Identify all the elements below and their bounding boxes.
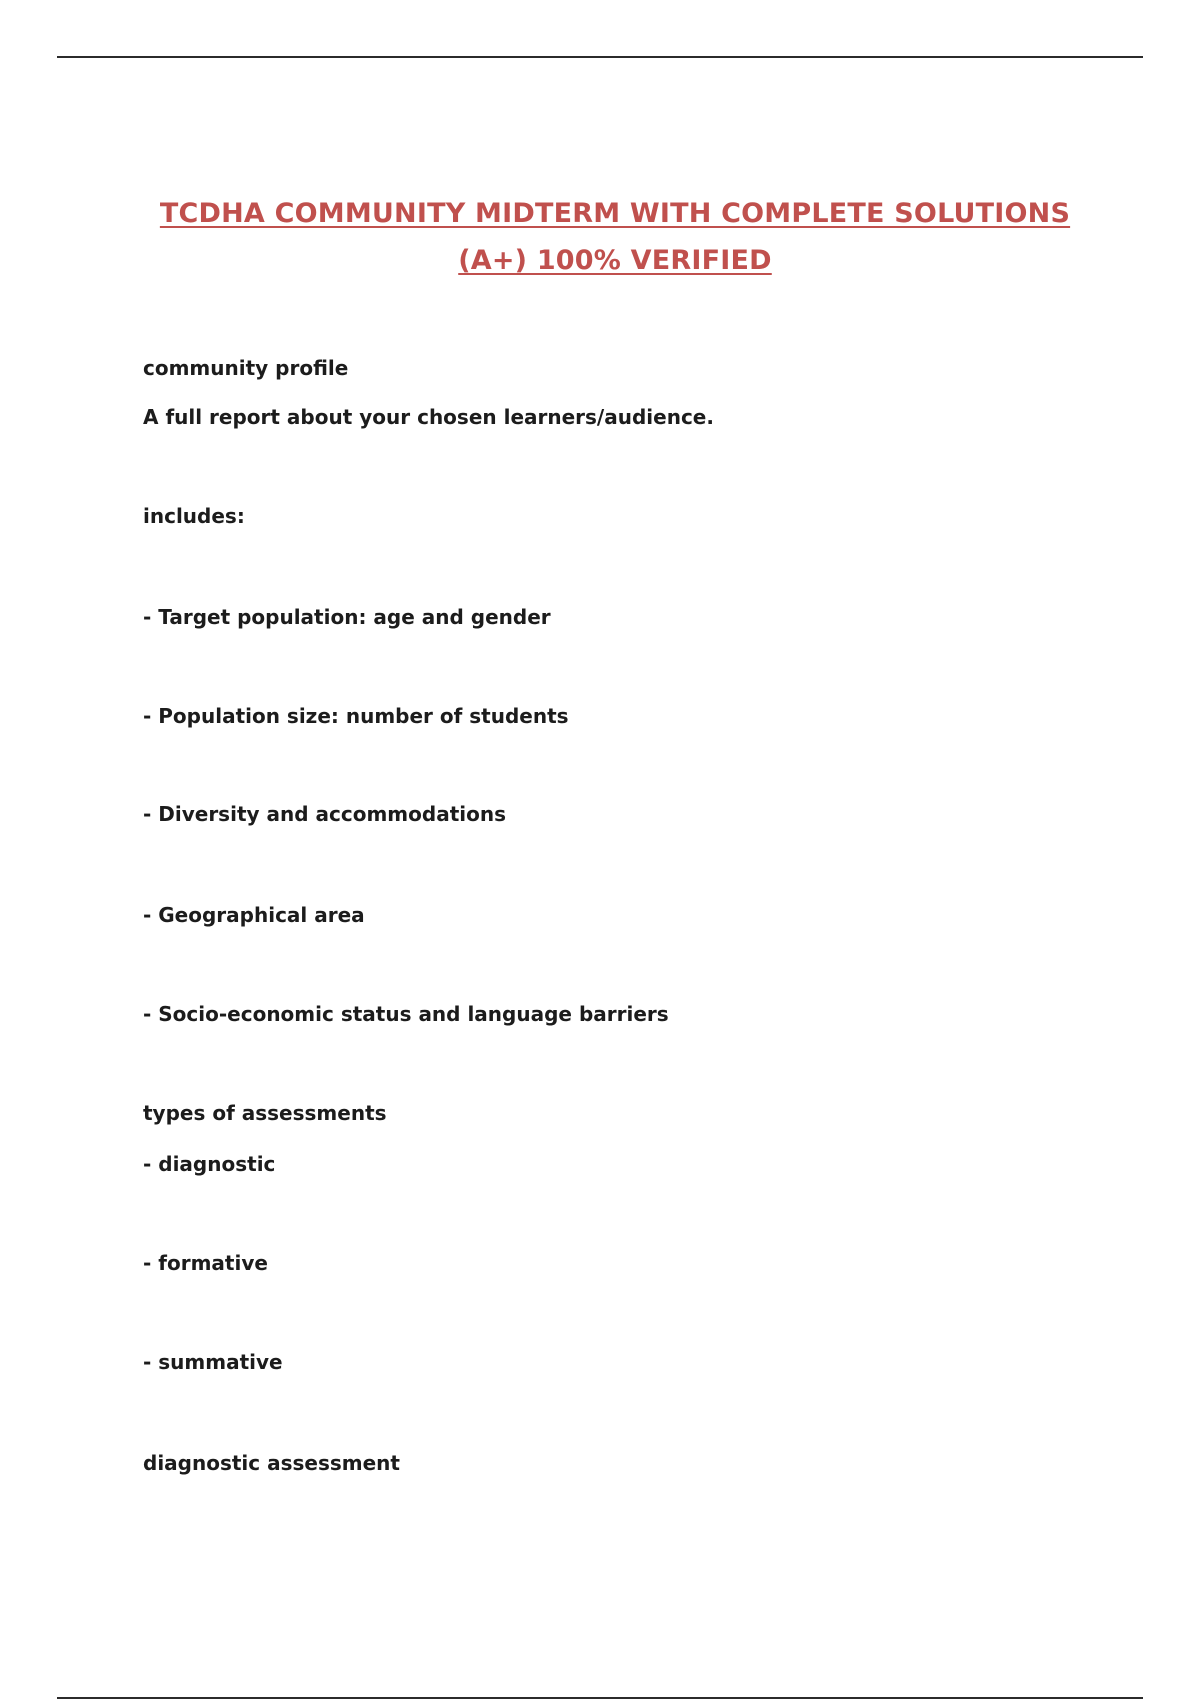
- list-item: - Diversity and accommodations: [143, 802, 506, 826]
- heading-community-profile: community profile: [143, 356, 349, 380]
- heading-diagnostic-assessment: diagnostic assessment: [143, 1451, 400, 1475]
- list-item: - diagnostic: [143, 1152, 276, 1176]
- list-item: - Geographical area: [143, 903, 365, 927]
- list-item: - formative: [143, 1251, 268, 1275]
- title-line-1: TCDHA COMMUNITY MIDTERM WITH COMPLETE SOLUTIONS: [159, 198, 1071, 229]
- list-item: - Population size: number of students: [143, 704, 569, 728]
- list-item: - Target population: age and gender: [143, 605, 551, 629]
- includes-label: includes:: [143, 504, 245, 528]
- bottom-rule: [57, 1697, 1143, 1699]
- title-line-2: (A+) 100% VERIFIED: [458, 245, 772, 276]
- list-item: - Socio-economic status and language barriers: [143, 1002, 669, 1026]
- document-title: [120, 190, 1110, 284]
- heading-types-of-assessments: types of assessments: [143, 1101, 387, 1125]
- definition-community-profile: A full report about your chosen learners/audience.: [143, 405, 714, 429]
- top-rule: [57, 56, 1143, 58]
- list-item: - summative: [143, 1350, 283, 1374]
